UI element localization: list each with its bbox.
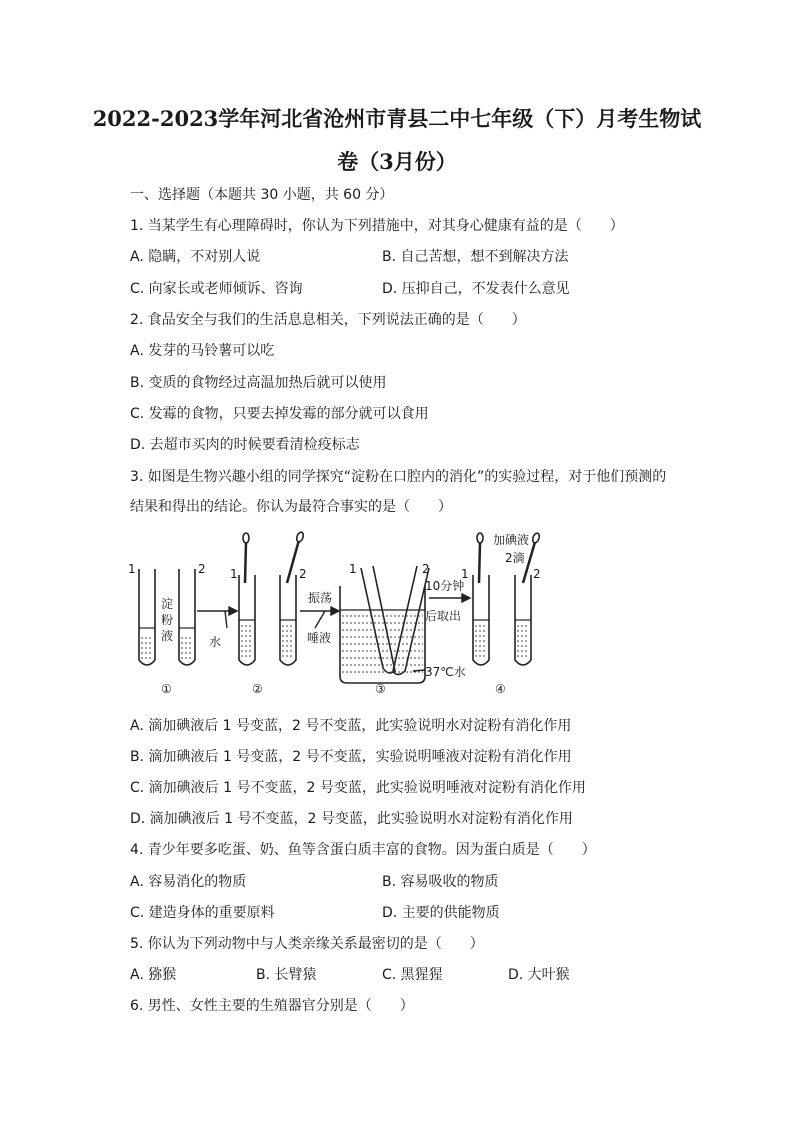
fig-iodine: 加碘液 xyxy=(493,533,530,547)
experiment-figure xyxy=(125,528,555,703)
fig-temp: 37℃水 xyxy=(425,665,466,679)
dropper-step2-b xyxy=(287,540,299,583)
question-3-stem: 3. 如图是生物兴趣小组的同学探究“淀粉在口腔内的消化”的实验过程，对于他们预测的 xyxy=(130,469,667,485)
page-title-line1: 2022-2023学年河北省沧州市青县二中七年级（下）月考生物试 xyxy=(92,106,702,131)
question-1-option-d: D. 压抑自己，不发表什么意见 xyxy=(382,281,570,297)
fig-ten-min: 10分钟 xyxy=(425,579,465,593)
fig-tube1-step1: 1 xyxy=(128,562,136,576)
question-3-option-d: D. 滴加碘液后 1 号不变蓝，2 号变蓝，此实验说明水对淀粉有消化作用 xyxy=(130,811,573,827)
fig-starch-2: 粉 xyxy=(161,613,174,627)
tube-1-step1 xyxy=(139,569,155,665)
question-2-option-d: D. 去超市买肉的时候要看清检疫标志 xyxy=(130,437,360,453)
fig-tube1-step4: 1 xyxy=(461,567,469,581)
question-1-option-b: B. 自己苦想，想不到解决方法 xyxy=(382,249,569,265)
fig-tube2-step3: 2 xyxy=(422,562,430,576)
fig-shake: 振荡 xyxy=(308,591,333,605)
question-4-option-b: B. 容易吸收的物质 xyxy=(382,874,499,890)
question-3-option-b: B. 滴加碘液后 1 号变蓝，2 号不变蓝，实验说明唾液对淀粉有消化作用 xyxy=(130,749,572,765)
fig-step-3: ③ xyxy=(375,682,386,696)
question-1-option-c: C. 向家长或老师倾诉、咨询 xyxy=(130,281,303,297)
question-5-stem: 5. 你认为下列动物中与人类亲缘关系最密切的是（ ） xyxy=(130,936,484,952)
question-4-option-a: A. 容易消化的物质 xyxy=(130,874,247,890)
fig-saliva: 唾液 xyxy=(307,631,332,645)
question-3-option-c: C. 滴加碘液后 1 号不变蓝，2 号变蓝，此实验说明唾液对淀粉有消化作用 xyxy=(130,780,586,796)
question-2-stem: 2. 食品安全与我们的生活息息相关，下列说法正确的是（ ） xyxy=(130,312,526,328)
question-1-stem: 1. 当某学生有心理障碍时，你认为下列措施中，对其身心健康有益的是（ ） xyxy=(130,218,624,234)
question-3-option-a: A. 滴加碘液后 1 号变蓝，2 号不变蓝，此实验说明水对淀粉有消化作用 xyxy=(130,718,572,734)
tube-2-step1 xyxy=(179,569,195,665)
question-5-option-d: D. 大叶猴 xyxy=(508,967,570,983)
fig-step-1: ① xyxy=(161,682,172,696)
fig-drops: 2滴 xyxy=(505,551,525,565)
question-2-option-b: B. 变质的食物经过高温加热后就可以使用 xyxy=(130,375,387,391)
dropper-step4-a xyxy=(479,542,480,583)
fig-starch-3: 液 xyxy=(161,629,174,643)
fig-tube1-step3: 1 xyxy=(349,562,357,576)
fig-starch-1: 淀 xyxy=(161,597,174,611)
question-2-option-c: C. 发霉的食物，只要去掉发霉的部分就可以食用 xyxy=(130,406,429,422)
fig-tube2-step1: 2 xyxy=(198,562,206,576)
page-title-line2: 卷（3月份） xyxy=(337,149,457,174)
fig-tube1-step2: 1 xyxy=(230,567,238,581)
question-2-option-a: A. 发芽的马铃薯可以吃 xyxy=(130,343,275,359)
fig-step-2: ② xyxy=(252,682,263,696)
fig-tube2-step2: 2 xyxy=(299,567,307,581)
question-5-option-a: A. 猕猴 xyxy=(130,967,177,983)
fig-take-out: 后取出 xyxy=(425,609,462,623)
dropper-step2-a xyxy=(245,542,246,583)
question-5-option-b: B. 长臂猿 xyxy=(256,967,317,983)
question-1-option-a: A. 隐瞒，不对别人说 xyxy=(130,249,261,265)
question-3-stem-cont: 结果和得出的结论。你认为最符合事实的是（ ） xyxy=(130,499,452,515)
question-6-stem: 6. 男性、女性主要的生殖器官分别是（ ） xyxy=(130,998,414,1014)
fig-step-4: ④ xyxy=(495,682,506,696)
fig-water: 水 xyxy=(209,635,222,649)
question-4-option-c: C. 建造身体的重要原料 xyxy=(130,905,275,921)
question-5-option-c: C. 黑猩猩 xyxy=(382,967,443,983)
question-4-stem: 4. 青少年要多吃蛋、奶、鱼等含蛋白质丰富的食物。因为蛋白质是（ ） xyxy=(130,842,596,858)
question-4-option-d: D. 主要的供能物质 xyxy=(382,905,500,921)
fig-tube2-step4: 2 xyxy=(533,567,541,581)
section-heading: 一、选择题（本题共 30 小题，共 60 分） xyxy=(130,187,394,203)
